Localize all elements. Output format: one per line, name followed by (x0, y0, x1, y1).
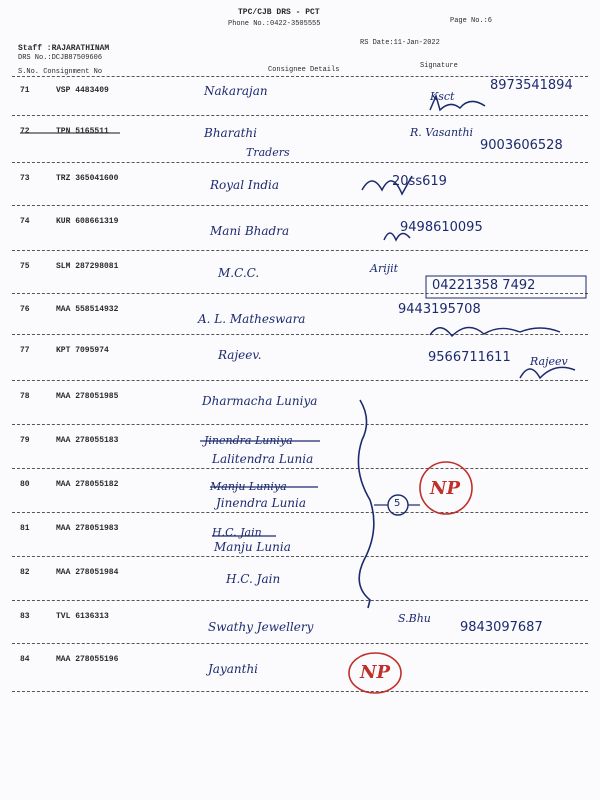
consignee-name: Lalitendra Lunia (212, 452, 314, 466)
row-serial-number: 79 (20, 436, 30, 445)
column-signature: Signature (420, 62, 458, 70)
phone-number-handwritten: 04221358 7492 (432, 278, 536, 293)
row-serial-number: 81 (20, 524, 30, 533)
signature-74 (384, 233, 410, 240)
phone-number-handwritten: 8973541894 (490, 78, 573, 93)
np-stamp-2: NP (360, 662, 390, 683)
signature-text: R. Vasanthi (410, 126, 474, 139)
row-serial-number: 73 (20, 174, 30, 183)
phone-number-handwritten: 9003606528 (480, 138, 563, 153)
phone-number-handwritten: 9498610095 (400, 220, 483, 235)
consignee-name: A. L. Matheswara (198, 312, 306, 326)
phone-number-handwritten: 20ss619 (392, 174, 447, 189)
staff-name: Staff :RAJARATHINAM (18, 44, 110, 53)
row-serial-number: 77 (20, 346, 30, 355)
consignment-number: MAA 278051984 (56, 568, 119, 577)
bracket-brace (358, 400, 373, 608)
bracket-count: 5 (394, 498, 401, 509)
phone-box-75 (426, 276, 586, 298)
signature-text: Arijit (370, 262, 399, 275)
consignment-number: TPN 5165511 (56, 127, 109, 136)
phone-number-handwritten: 9843097687 (460, 620, 543, 635)
signature-text: S.Bhu (398, 612, 431, 625)
consignment-number: MAA 278055196 (56, 655, 119, 664)
signature-text: Ksct (430, 90, 455, 103)
consignee-name: H.C. Jain (226, 572, 281, 586)
consignee-note: Manju Luniya (210, 480, 287, 493)
consignee-name: Dharmacha Luniya (202, 394, 318, 408)
row-serial-number: 71 (20, 86, 30, 95)
report-title: TPC/CJB DRS - PCT (238, 8, 320, 17)
phone-number-handwritten: 9443195708 (398, 302, 481, 317)
consignee-name: Rajeev. (218, 348, 262, 362)
np-stamp-1: NP (430, 478, 460, 499)
signature-text: Rajeev (530, 355, 568, 368)
phone-number: Phone No.:0422-3505555 (228, 20, 321, 28)
signature-71 (430, 96, 485, 110)
row-serial-number: 76 (20, 305, 30, 314)
consignment-number: MAA 278055182 (56, 480, 119, 489)
consignee-note: H.C. Jain (212, 526, 262, 539)
consignment-number: SLM 287298081 (56, 262, 119, 271)
consignee-name: M.C.C. (218, 266, 260, 280)
row-serial-number: 72 (20, 127, 30, 136)
consignee-note: Traders (246, 146, 290, 159)
column-sno-consignment: S.No. Consignment No (18, 68, 103, 76)
consignment-number: TRZ 365041600 (56, 174, 119, 183)
row-serial-number: 84 (20, 655, 30, 664)
page-number: Page No.:6 (450, 17, 493, 25)
consignee-name: Nakarajan (204, 84, 268, 98)
consignee-name: Mani Bhadra (210, 224, 290, 238)
column-consignee-details: Consignee Details (268, 66, 340, 74)
drs-number: DRS No.:DCJB87509606 (18, 54, 103, 62)
phone-number-handwritten: 9566711611 (428, 350, 511, 365)
consignment-number: MAA 278051985 (56, 392, 119, 401)
signature-73 (362, 176, 412, 194)
consignee-name: Swathy Jewellery (208, 620, 314, 634)
consignee-name: Bharathi (204, 126, 257, 140)
row-serial-number: 78 (20, 392, 30, 401)
consignee-name: Royal India (210, 178, 279, 192)
consignment-number: VSP 4483409 (56, 86, 109, 95)
consignee-note: Jinendra Luniya (204, 434, 293, 447)
consignment-number: MAA 278051983 (56, 524, 119, 533)
row-serial-number: 82 (20, 568, 30, 577)
row-serial-number: 80 (20, 480, 30, 489)
row-serial-number: 83 (20, 612, 30, 621)
consignment-number: MAA 278055183 (56, 436, 119, 445)
consignee-name: Manju Lunia (214, 540, 291, 554)
consignment-number: KUR 608661319 (56, 217, 119, 226)
consignment-number: TVL 6136313 (56, 612, 109, 621)
consignment-number: KPT 7095974 (56, 346, 109, 355)
signature-76 (430, 327, 560, 336)
consignee-name: Jayanthi (208, 662, 259, 676)
rs-date: RS Date:11-Jan-2022 (360, 39, 440, 47)
consignee-name: Jinendra Lunia (216, 496, 307, 510)
consignment-number: MAA 558514932 (56, 305, 119, 314)
row-serial-number: 75 (20, 262, 30, 271)
row-serial-number: 74 (20, 217, 30, 226)
signature-77 (520, 367, 575, 378)
